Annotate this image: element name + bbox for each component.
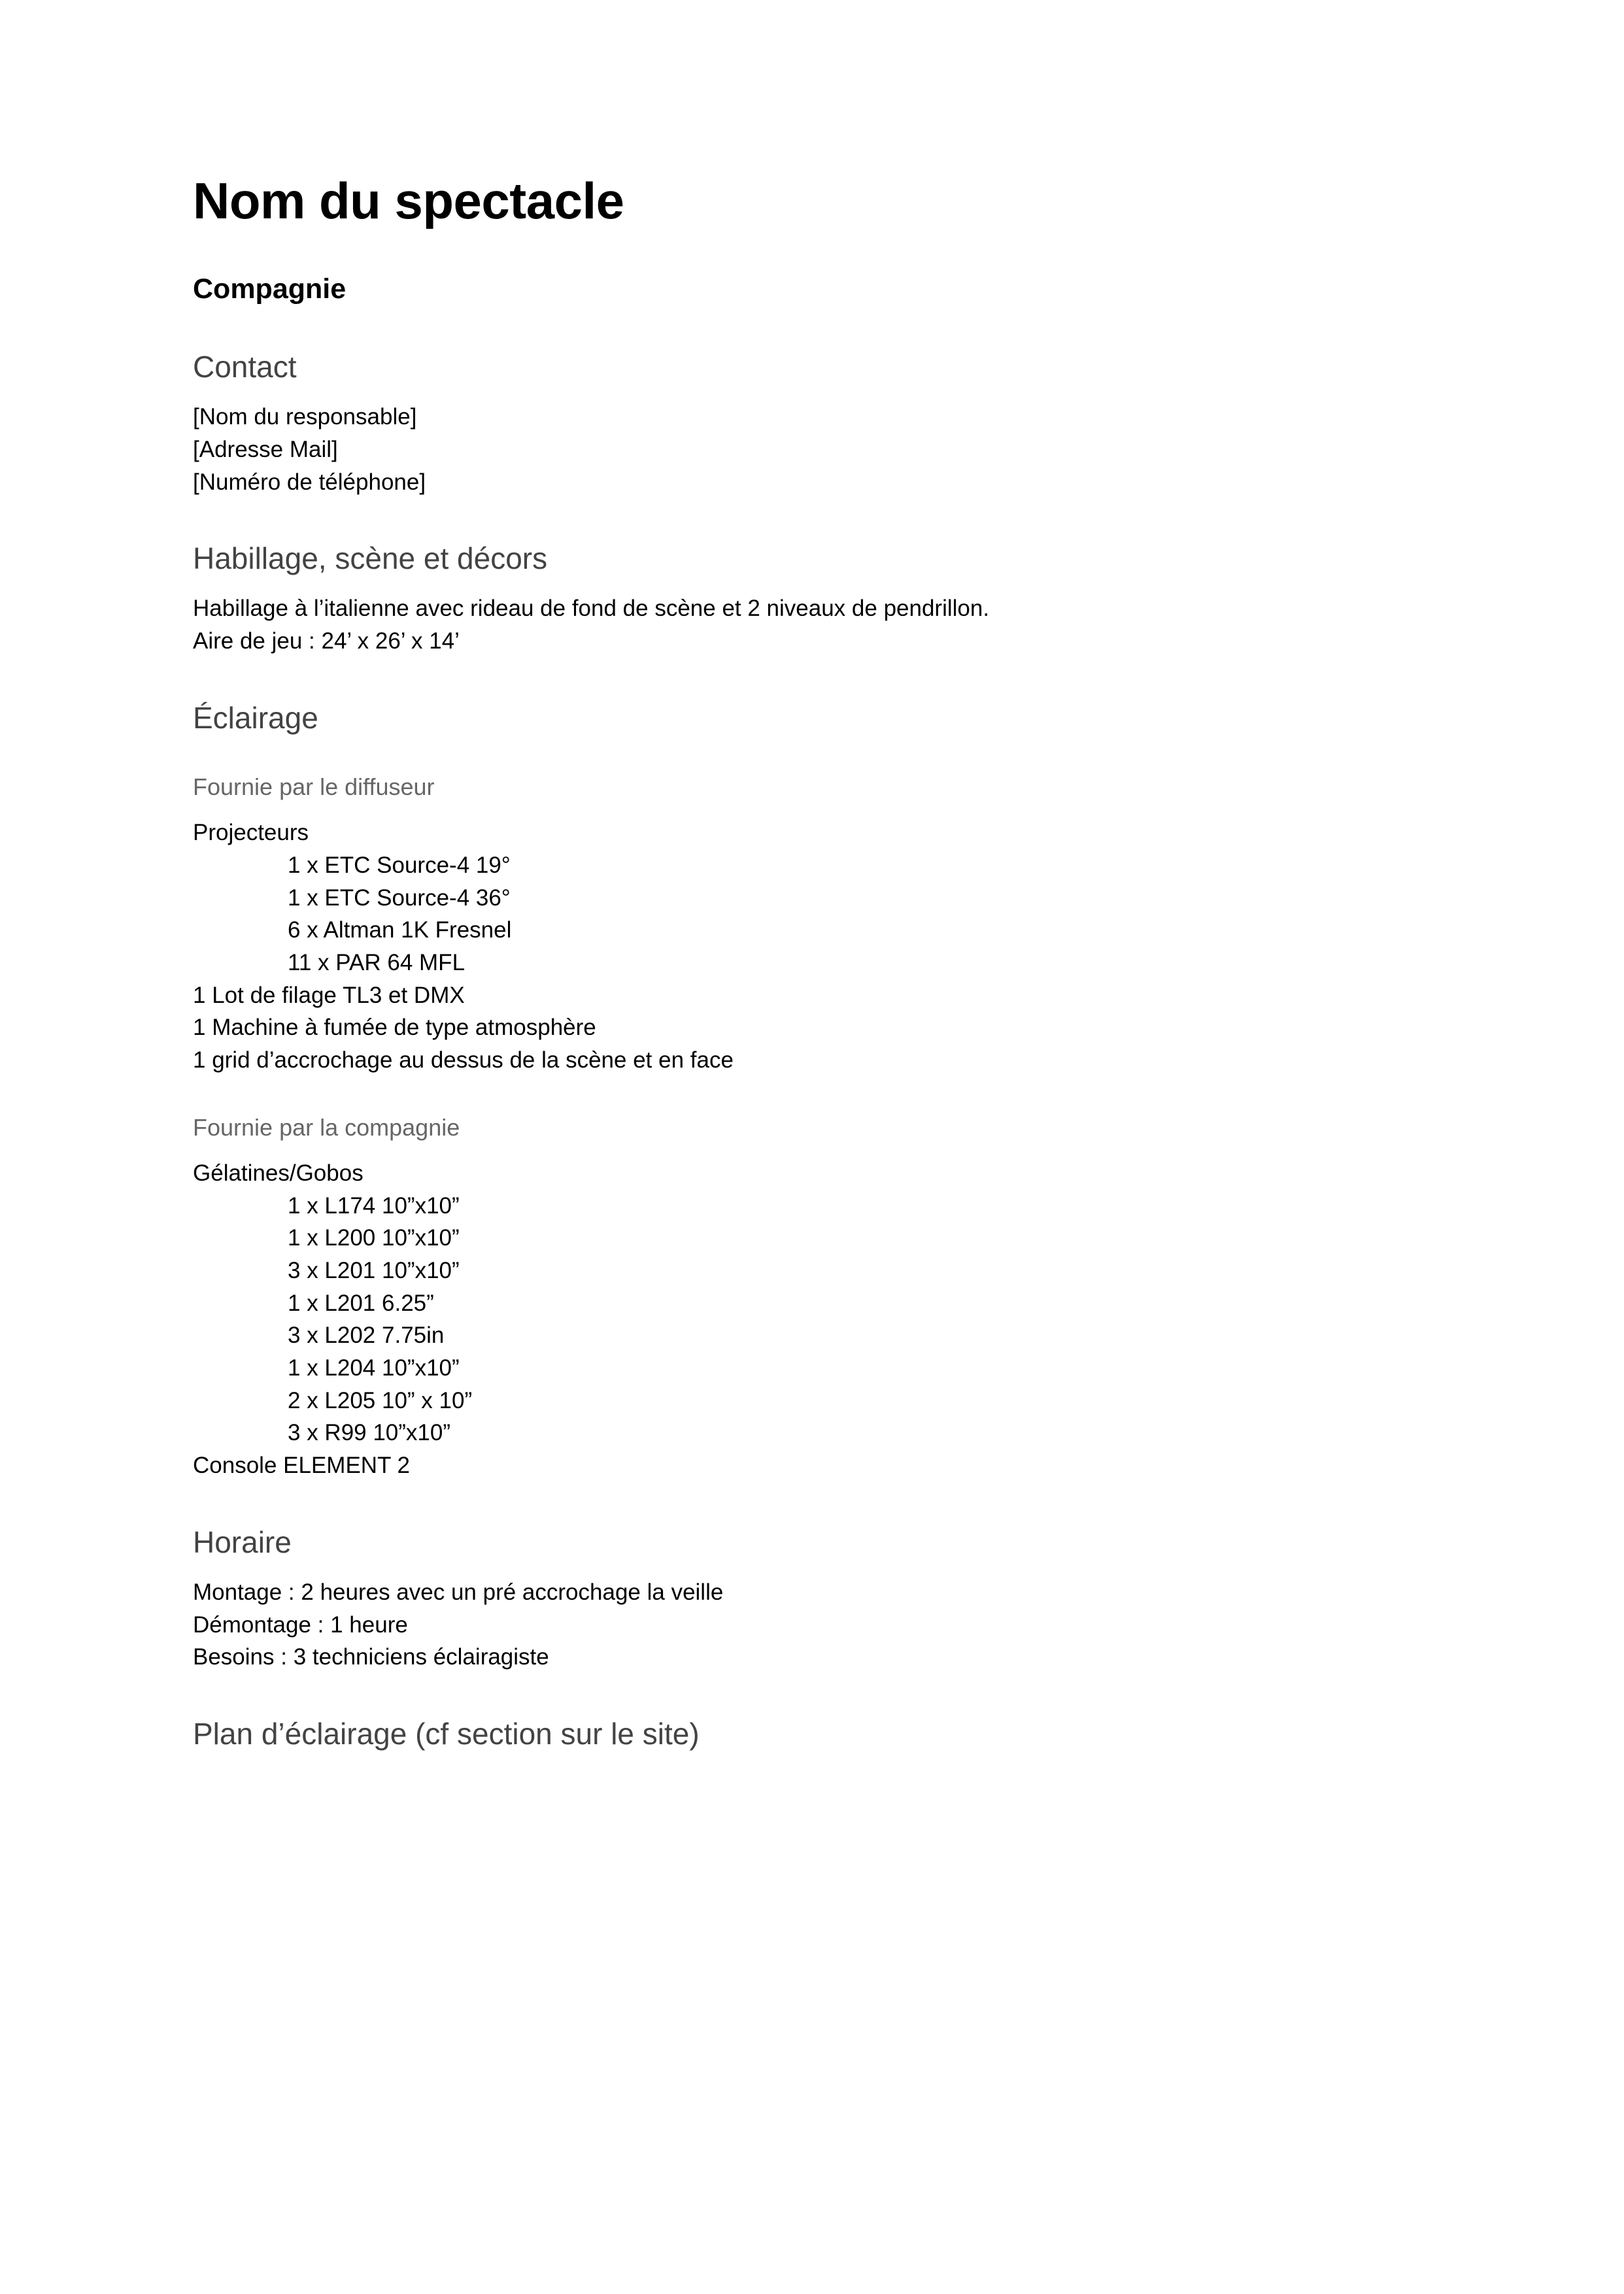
list-item: 1 x L201 6.25” <box>288 1290 434 1316</box>
contact-line-name: [Nom du responsable] <box>193 404 417 430</box>
contact-line-email: [Adresse Mail] <box>193 436 338 462</box>
list-item: 2 x L205 10” x 10” <box>288 1387 473 1413</box>
diffuseur-line-smoke: 1 Machine à fumée de type atmosphère <box>193 1015 596 1041</box>
contact-line-phone: [Numéro de téléphone] <box>193 469 426 495</box>
list-item: 1 x L200 10”x10” <box>288 1225 460 1251</box>
list-item: 11 x PAR 64 MFL <box>288 949 465 975</box>
subheading-fournie-par-la-compagnie: Fournie par la compagnie <box>193 1113 460 1141</box>
horaire-line-besoins: Besoins : 3 techniciens éclairagiste <box>193 1644 549 1670</box>
diffuseur-line-cabling: 1 Lot de filage TL3 et DMX <box>193 982 465 1008</box>
horaire-line-demontage: Démontage : 1 heure <box>193 1611 408 1638</box>
habillage-line-description: Habillage à l’italienne avec rideau de fond de scène et 2 niveaux de pendrillon. <box>193 596 990 622</box>
habillage-details <box>193 592 1435 657</box>
company-name: Compagnie <box>193 273 347 305</box>
compagnie-group-label: Gélatines/Gobos <box>193 1160 364 1186</box>
document-body <box>193 173 1435 1752</box>
list-item: 3 x L202 7.75in <box>288 1323 445 1349</box>
section-heading-eclairage: Éclairage <box>193 700 318 735</box>
page-title: Nom du spectacle <box>193 172 624 229</box>
diffuseur-group-label: Projecteurs <box>193 820 309 846</box>
section-heading-habillage: Habillage, scène et décors <box>193 541 548 576</box>
compagnie-line-console: Console ELEMENT 2 <box>193 1453 411 1479</box>
compagnie-equipment-list <box>193 1157 1435 1482</box>
contact-details <box>193 401 1435 498</box>
horaire-line-montage: Montage : 2 heures avec un pré accrochage la veille <box>193 1579 724 1605</box>
list-item: 3 x R99 10”x10” <box>288 1420 451 1446</box>
list-item: 1 x ETC Source-4 19° <box>288 852 511 878</box>
section-heading-horaire: Horaire <box>193 1525 292 1559</box>
habillage-line-stage-size: Aire de jeu : 24’ x 26’ x 14’ <box>193 628 460 654</box>
subheading-fournie-par-le-diffuseur: Fournie par le diffuseur <box>193 773 435 800</box>
list-item: 1 x L174 10”x10” <box>288 1192 460 1219</box>
diffuseur-line-grid: 1 grid d’accrochage au dessus de la scène et en face <box>193 1047 734 1073</box>
diffuseur-equipment-list <box>193 817 1435 1077</box>
section-heading-contact: Contact <box>193 349 297 384</box>
list-item: 1 x ETC Source-4 36° <box>288 885 511 911</box>
section-heading-plan-eclairage: Plan d’éclairage (cf section sur le site) <box>193 1716 700 1751</box>
list-item: 1 x L204 10”x10” <box>288 1355 460 1381</box>
horaire-details <box>193 1576 1435 1674</box>
list-item: 3 x L201 10”x10” <box>288 1257 460 1283</box>
list-item: 6 x Altman 1K Fresnel <box>288 917 512 943</box>
